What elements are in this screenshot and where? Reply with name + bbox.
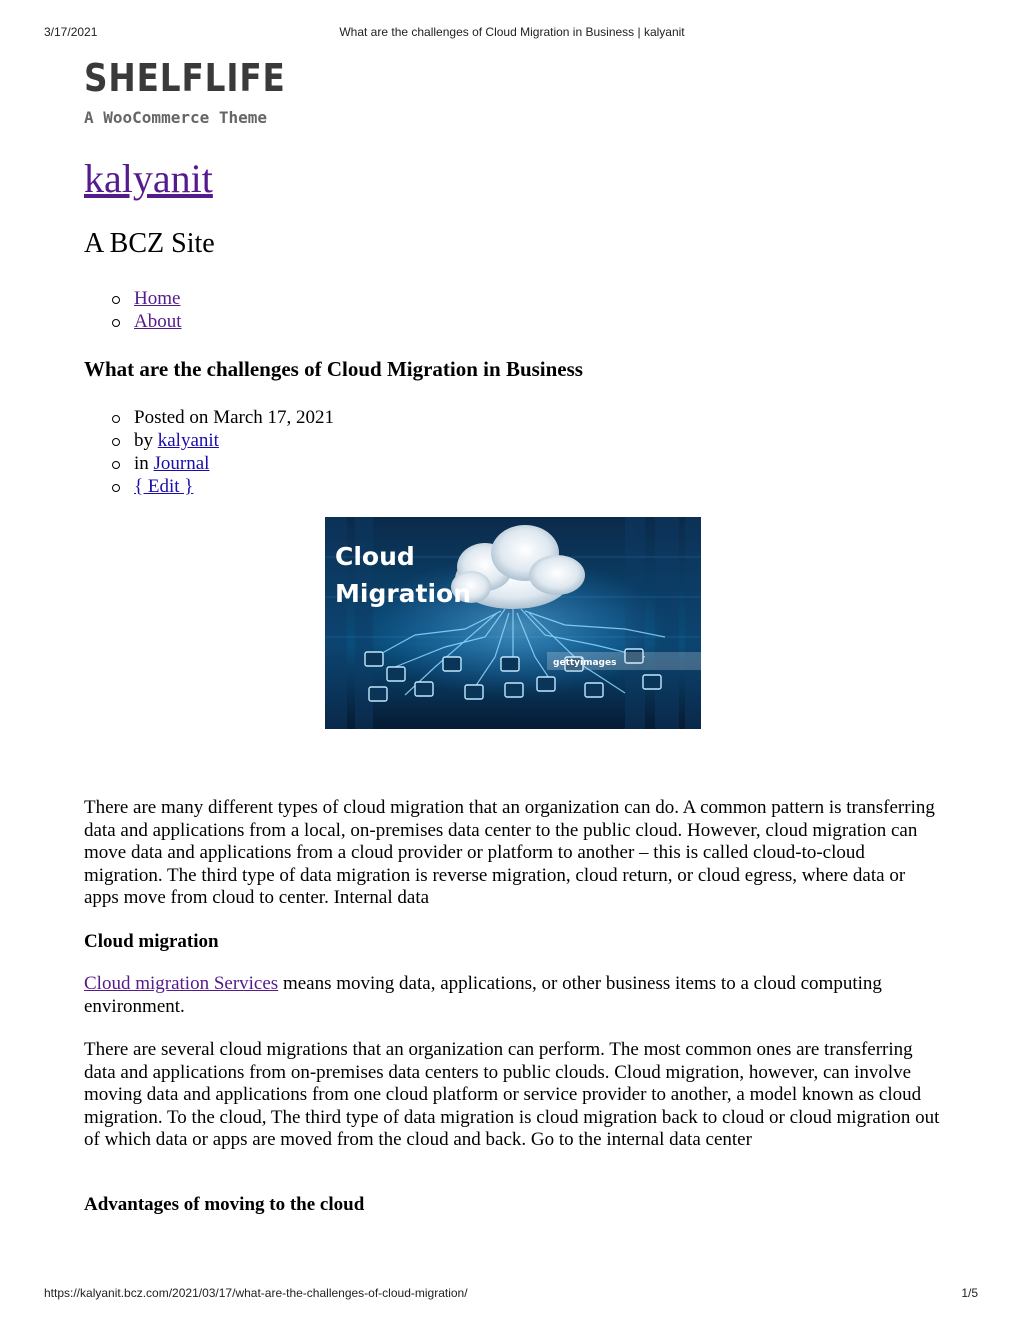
post-paragraph-1: There are many different types of cloud migration that an organization can do. A common pattern is transferring data and applications from a local, on-premises data center to the public cloud. However, cloud migration can move data and applications from a cloud provider or platform to another – this is called cloud-to-cloud migration. The third type of data migration is reverse migration, cloud return, or cloud egress, where data or apps move from cloud to center. Internal data — [84, 797, 935, 909]
print-page-title: What are the challenges of Cloud Migration in Business | kalyanit — [339, 25, 685, 39]
meta-category — [134, 452, 334, 475]
image-caption-line2: Migration — [335, 579, 472, 608]
post-paragraph-3: There are several cloud migrations that an organization can perform. The most common ones are transferring data and applications from on-premises data centers to public clouds. Cloud migration, however, can involve moving data and applications from one cloud platform or service provider to another, a model known as cloud migration. To the cloud, The third type of data migration is cloud migration back to cloud or cloud migration out of which data or apps are moved from the cloud and back. Go to the internal data center — [84, 1039, 940, 1151]
image-watermark: gettyimages — [553, 658, 617, 668]
cloud-migration-services-link[interactable]: Cloud migration Services — [84, 973, 279, 994]
heading-advantages: Advantages of moving to the cloud — [84, 1194, 365, 1215]
print-header — [0, 25, 1024, 41]
logo-title: SHELFLIFE — [84, 56, 286, 100]
image-caption-line1: Cloud — [335, 542, 415, 571]
print-date: 3/17/2021 — [44, 25, 98, 39]
post-paragraph-2 — [84, 973, 944, 1018]
author-link[interactable]: kalyanit — [157, 430, 219, 451]
edit-link[interactable]: { Edit } — [134, 476, 194, 497]
main-nav — [134, 287, 182, 333]
meta-author — [134, 429, 334, 452]
meta-posted-prefix: Posted on — [134, 407, 214, 428]
meta-in-prefix: in — [134, 453, 154, 474]
nav-link-home[interactable]: Home — [134, 288, 181, 309]
meta-posted — [134, 406, 334, 429]
print-url: https://kalyanit.bcz.com/2021/03/17/what-are-the-challenges-of-cloud-migration/ — [44, 1286, 468, 1300]
nav-link-about[interactable]: About — [134, 311, 182, 332]
logo-subtitle: A WooCommerce Theme — [84, 108, 268, 127]
post-title: What are the challenges of Cloud Migration in Business — [84, 357, 583, 381]
nav-item-home — [134, 287, 182, 310]
site-description: A BCZ Site — [84, 228, 215, 259]
paragraph-2-text: means moving data, applications, or other business items to a cloud computing environment. — [84, 973, 882, 1017]
print-footer — [0, 1286, 1024, 1302]
post-meta — [134, 406, 334, 498]
site-title-link[interactable]: kalyanit — [84, 156, 213, 201]
nav-item-about — [134, 310, 182, 333]
heading-cloud-migration: Cloud migration — [84, 931, 219, 952]
category-link[interactable]: Journal — [153, 453, 210, 474]
cloud-migration-illustration — [325, 517, 701, 729]
meta-edit — [134, 475, 334, 498]
meta-by-prefix: by — [134, 430, 158, 451]
featured-image — [325, 517, 701, 729]
print-page-number: 1/5 — [961, 1286, 978, 1300]
meta-date: March 17, 2021 — [213, 407, 335, 428]
